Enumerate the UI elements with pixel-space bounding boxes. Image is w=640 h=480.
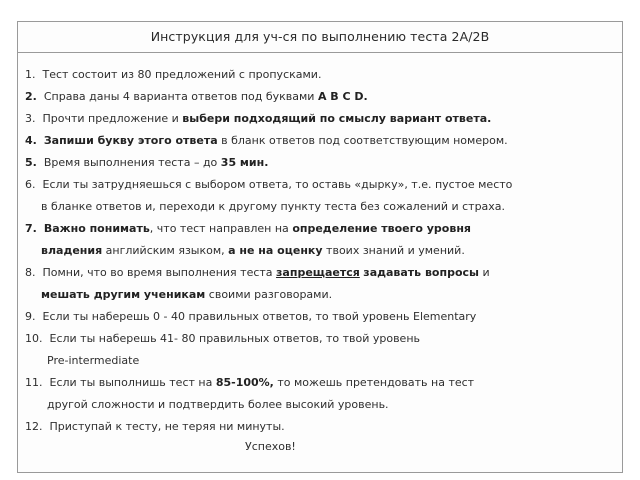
instruction-item-3 [25, 112, 491, 126]
item-text-bold: мешать другим ученикам [41, 288, 206, 301]
item-number: 12. [25, 420, 43, 433]
item-text-bold: 85-100%, [215, 376, 274, 389]
item-number: 9. [25, 310, 36, 323]
item-text: Если ты наберешь 41- 80 правильных ответов, то твой уровень [49, 332, 420, 345]
instruction-item-4 [25, 134, 508, 148]
instruction-sheet [17, 21, 623, 473]
item-text: Помни, что во время выполнения теста [42, 266, 277, 279]
instruction-item-10-continuation: Pre-intermediate [47, 354, 140, 367]
item-text: Справа даны 4 варианта ответов под буквами [43, 90, 318, 103]
item-text-bold: а не на оценку [228, 244, 323, 257]
item-number: 8. [25, 266, 36, 279]
instruction-item-11 [25, 376, 474, 390]
item-text: своими разговорами. [205, 288, 333, 301]
item-number: 5. [25, 156, 37, 169]
instruction-item-9 [25, 310, 476, 324]
item-text: английским языком, [102, 244, 229, 257]
instruction-item-6-continuation: в бланке ответов и, переходи к другому пункту теста без сожалений и страха. [41, 200, 506, 213]
instruction-item-2 [25, 90, 368, 104]
item-text: твоих знаний и умений. [322, 244, 465, 257]
item-number: 3. [25, 112, 36, 125]
instruction-item-8 [25, 266, 490, 280]
item-text-bold: 35 мин. [220, 156, 269, 169]
item-text-bold: Запиши букву этого ответа [43, 134, 218, 147]
item-number: 6. [25, 178, 36, 191]
item-text: в бланк ответов под соответствующим номером. [217, 134, 508, 147]
instruction-item-7 [25, 222, 471, 236]
item-number: 10. [25, 332, 43, 345]
item-number: 1. [25, 68, 36, 81]
item-text: Если ты выполнишь тест на [49, 376, 216, 389]
item-text: Время выполнения теста – до [43, 156, 221, 169]
item-number: 11. [25, 376, 43, 389]
document-title: Инструкция для уч-ся по выполнению теста 2А/2В [18, 22, 622, 53]
instruction-item-6 [25, 178, 512, 192]
item-text: Тест состоит из 80 предложений с пропусками. [42, 68, 322, 81]
item-text: Прочти предложение и [42, 112, 183, 125]
item-text-bold: A B C D. [317, 90, 368, 103]
instruction-item-8-continuation [41, 288, 332, 302]
item-text: , что тест направлен на [149, 222, 293, 235]
item-text: Приступай к тесту, не теряя ни минуты. [49, 420, 285, 433]
item-number: 7. [25, 222, 37, 235]
instruction-item-1 [25, 68, 321, 82]
item-text: то можешь претендовать на тест [273, 376, 475, 389]
instruction-item-5 [25, 156, 268, 170]
item-number: 4. [25, 134, 37, 147]
instruction-item-10 [25, 332, 420, 346]
instruction-item-11-continuation: другой сложности и подтвердить более высокий уровень. [47, 398, 389, 411]
instruction-item-12 [25, 420, 285, 434]
item-text: Если ты затрудняешься с выбором ответа, то оставь «дырку», т.е. пустое место [42, 178, 513, 191]
item-text: и [478, 266, 490, 279]
instruction-item-7-continuation [41, 244, 465, 258]
item-text: Если ты наберешь 0 - 40 правильных ответов, то твой уровень Elementary [42, 310, 477, 323]
item-text-bold-underlined: запрещается [276, 266, 360, 279]
item-text-bold: владения [41, 244, 103, 257]
closing-wish: Успехов! [245, 440, 296, 453]
item-number: 2. [25, 90, 37, 103]
item-text-bold: выбери подходящий по смыслу вариант ответа. [182, 112, 492, 125]
item-text-bold: определение твоего уровня [292, 222, 471, 235]
item-text-bold: Важно понимать [43, 222, 150, 235]
item-text-bold: задавать вопросы [363, 266, 479, 279]
